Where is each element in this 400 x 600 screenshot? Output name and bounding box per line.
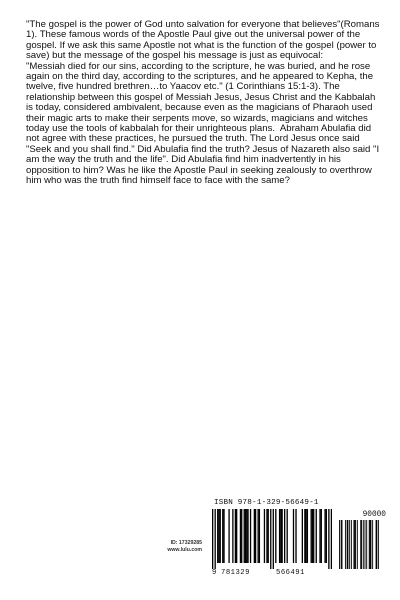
barcode-bar — [218, 509, 219, 563]
barcode-bar — [241, 509, 242, 563]
addon-bar — [357, 520, 358, 569]
barcode-bar — [217, 509, 218, 563]
barcode-bar — [321, 509, 322, 563]
barcode-bar — [304, 509, 305, 563]
isbn-label: ISBN 978-1-329-56649-1 — [214, 499, 319, 507]
addon-bar — [376, 520, 377, 569]
barcode-bar — [268, 509, 269, 563]
barcode-bar — [264, 509, 265, 563]
barcode-bar — [250, 509, 251, 563]
barcode-bar — [222, 509, 223, 563]
barcode-bar — [254, 509, 255, 563]
publisher-website: www.lulu.com — [167, 547, 202, 553]
barcode-bar — [311, 509, 312, 563]
barcode-bar — [270, 509, 271, 569]
barcode-prefix-digit: 9 — [212, 569, 217, 577]
barcode-bar — [246, 509, 247, 563]
barcode-right-digits: 566491 — [276, 569, 305, 577]
addon-bar — [361, 520, 362, 569]
barcode-bar — [284, 509, 285, 563]
addon-bar — [341, 520, 342, 569]
barcode-bar — [295, 509, 296, 563]
barcode-bar — [293, 509, 294, 563]
addon-bar — [345, 520, 346, 569]
addon-bar — [376, 520, 377, 569]
addon-bar — [339, 520, 340, 569]
addon-bar — [355, 520, 356, 569]
addon-bar — [363, 520, 364, 569]
barcode-bar — [328, 509, 329, 569]
barcode-bar — [307, 509, 308, 563]
barcode-bar — [266, 509, 267, 563]
price-code: 90000 — [362, 511, 386, 519]
barcode-bar — [244, 509, 245, 563]
barcode-bar — [302, 509, 303, 563]
barcode-bar — [316, 509, 317, 563]
barcode-bar — [236, 509, 237, 563]
addon-bar — [353, 520, 354, 569]
back-cover-blurb: "The gospel is the power of God unto salvation for everyone that believes"(Romans 1). These famous words of the Apostle Paul give out the universal power of the gospel. If we ask this same Apostle not what is the function of the gospel (power to save) but the message of the gospel his message is just as equivocal: "Messiah died for our sins, according to the scripture, he was buried, and he rose again on the third day, according to the scriptures, and he appeared to Kepha, the twelve, five hundred brethren…to Yaacov etc." (1 Corinthians 15:1-3). The relationship between this gospel of Messiah Jesus, Jesus Christ and the Kabbalah is today, considered ambivalent, because even as the magicians of Pharaoh used their magic arts to make their serpents move, so wizards, magicians and witches today use the tools of kabbalah for their unrighteous plans. Abraham Abulafia did not agree with these practices, he pursued the truth. The Lord Jesus once said "Seek and you shall find." Did Abulafia find the truth? Jesus of Nazareth also said "I am the way the truth and the life". Did Abulafia find him inadvertently in his opposition to him? Was he like the Apostle Paul in seeking zealously to overthrow him who was the truth find himself face to face with the same? — [26, 19, 380, 187]
barcode-bar — [324, 509, 325, 563]
barcode-bar — [247, 509, 248, 563]
barcode-bar — [257, 509, 258, 563]
addon-bar — [348, 520, 349, 569]
barcode-bar — [319, 509, 320, 563]
addon-bar — [342, 520, 343, 569]
barcode-left-digits: 781329 — [221, 569, 250, 577]
barcode-bar — [232, 509, 233, 563]
addon-bar — [351, 520, 352, 569]
barcode-bar — [228, 509, 229, 563]
barcode-bar — [313, 509, 314, 563]
addon-bar — [372, 520, 373, 569]
barcode-bar — [220, 509, 221, 563]
barcode-bar — [235, 509, 236, 563]
barcode-bar — [331, 509, 332, 569]
isbn-barcode-block — [212, 499, 388, 579]
barcode-bar — [312, 509, 313, 563]
barcode-bar — [280, 509, 281, 563]
addon-bar — [370, 520, 371, 569]
addon-bar — [347, 520, 348, 569]
barcode-bar — [279, 509, 280, 563]
publisher-info — [152, 540, 202, 554]
addon-bar — [366, 520, 367, 569]
barcode-bar — [275, 509, 276, 563]
barcode-bar — [245, 509, 246, 563]
barcode-bar — [273, 509, 274, 569]
barcode-bar — [287, 509, 288, 563]
ean13-barcode-icon — [212, 509, 332, 569]
barcode-bar — [255, 509, 256, 563]
addon-bar — [360, 520, 361, 569]
publisher-id: ID: 17329285 — [170, 540, 202, 546]
barcode-bar — [259, 509, 260, 563]
addon-bar — [365, 520, 366, 569]
barcode-bar — [212, 509, 213, 569]
barcode-bar — [223, 509, 224, 563]
barcode-bar — [281, 509, 282, 563]
addon-bar — [369, 520, 370, 569]
addon-bar — [378, 520, 379, 569]
barcode-bar — [215, 509, 216, 569]
barcode-bar — [326, 509, 327, 563]
barcode-bar — [240, 509, 241, 563]
addon-bar — [349, 520, 350, 569]
addon-bar — [370, 520, 371, 569]
addon-bar — [354, 520, 355, 569]
addon-barcode-icon — [339, 520, 379, 569]
barcode-bar — [305, 509, 306, 563]
